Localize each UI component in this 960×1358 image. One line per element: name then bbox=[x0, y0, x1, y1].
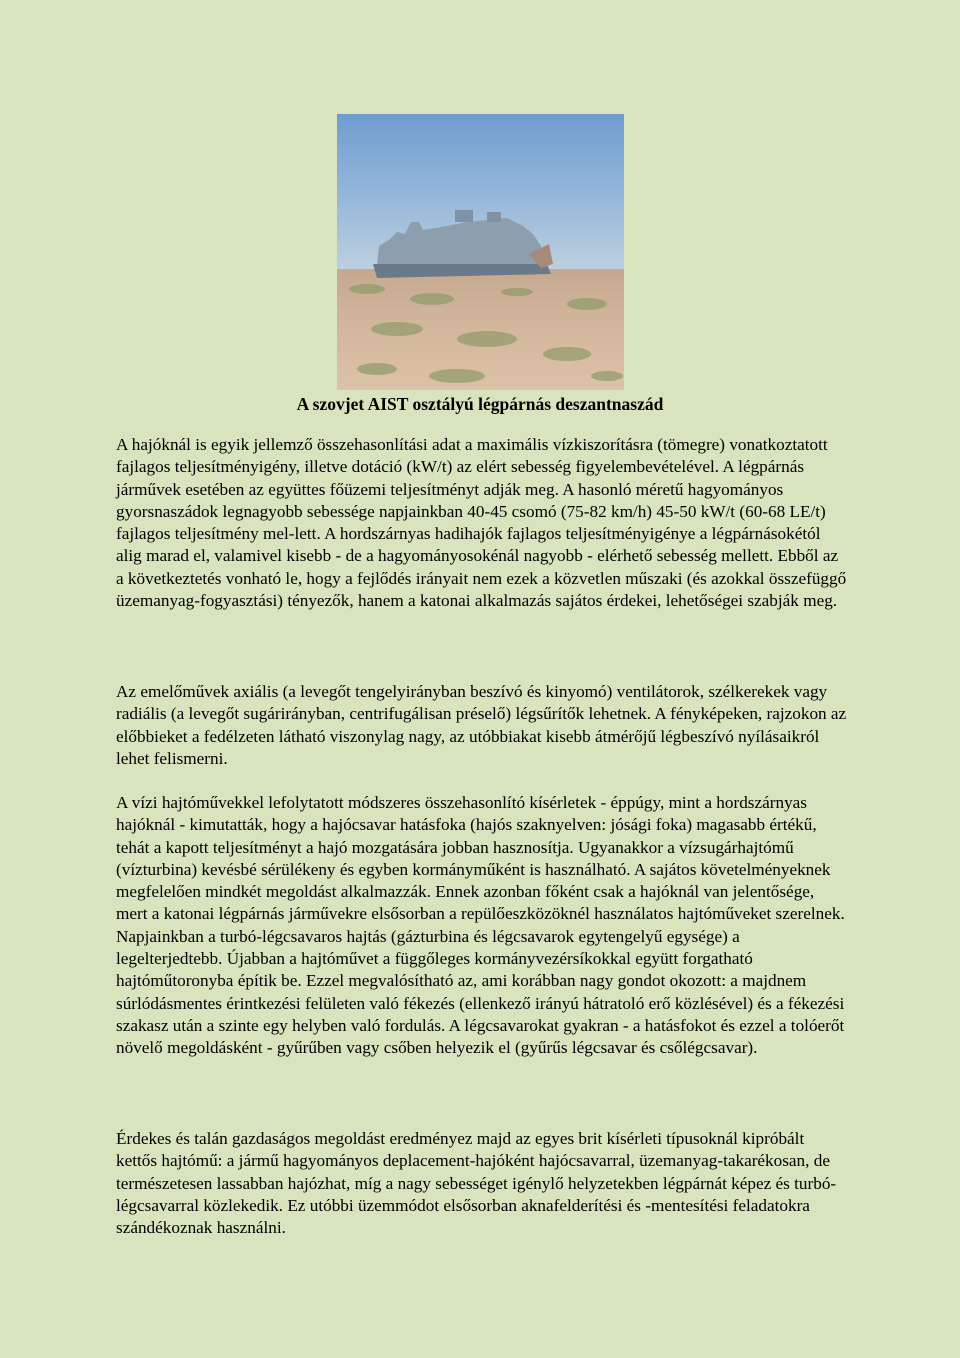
paragraph-2: Az emelőművek axiális (a levegőt tengelyirányban beszívó és kinyomó) ventilátorok, szélkerekek vagy radiális (a levegőt sugárirányban, centrifugálisan préselő) légsűrítők lehetnek. A fényképeken, rajzokon az előbbieket a fedélzeten látható viszonylag nagy, az utóbbiakat kisebb átmérőjű légbeszívó nyílásaikról lehet felismerni. bbox=[116, 682, 847, 768]
paragraph-4: Érdekes és talán gazdaságos megoldást eredményez majd az egyes brit kísérleti típusoknál kipróbált kettős hajtómű: a jármű hagyományos deplacement-hajóként hajócsavarral, üzemanyag-takarékosan, de természetesen lassabban hajózhat, míg a nagy sebességet igénylő helyzetekben légpárnát képez és turbó-légcsavarral közlekedik. Ez utóbbi üzemmódot elsősorban aknafelderítési és -mentesítési feladatokra szándékoznak használni. bbox=[116, 1129, 837, 1238]
paragraph-1: A hajóknál is egyik jellemző összehasonlítási adat a maximális vízkiszorításra (tömegre) vonatkoztatott fajlagos teljesítményigény, illetve dotáció (kW/t) az elért sebesség figyelembevételével. A légpárnás járművek esetében az együttes főüzemi teljesítményt adják meg. A hasonló méretű hagyományos gyorsnaszádok legnagyobb sebessége napjainkban 40-45 csomó (75-82 km/h) 45-50 kW/t (60-68 LE/t) fajlagos teljesítmény mel-lett. A hordszárnyas hadihajók fajlagos teljesítményigénye a légpárnásokétól alig marad el, valamivel kisebb - de a hagyományosokénál nagyobb - elérhető sebesség mellett. Ebből az a következtetés vonható le, hogy a fejlődés irányait nem ezek a közvetlen műszaki (és azokkal összefüggő üzemanyag-fogyasztási) tényezők, hanem a katonai alkalmazás sajátos érdekei, lehetőségei szabják meg. bbox=[116, 435, 847, 611]
hovercraft-photo-illustration bbox=[337, 114, 624, 390]
paragraph-3: A vízi hajtóművekkel lefolytatott módszeres összehasonlító kísérletek - éppúgy, mint a hordszárnyas hajóknál - kimutatták, hogy a hajócsavar hatásfoka (hajós szaknyelven: jósági foka) magasabb értékű, tehát a kapott teljesítményt a hajó mozgatására jobban hasznosítja. Ugyanakkor a vízsugárhajtómű (vízturbina) kevésbé sérülékeny és egyben kormányműként is használható. A sajátos követelményeknek megfelelően mindkét megoldást alkalmazzák. Ennek azonban főként csak a hajóknál van jelentősége, mert a katonai légpárnás járművekre elsősorban a repülőeszközöknél használatos hajtóműveket szerelnek. Napjainkban a turbó-légcsavaros hajtás (gázturbina és légcsavarok egytengelyű egysége) a legelterjedtebb. Újabban a hajtóművet a függőleges kormányvezérsíkokkal együtt forgatható hajtóműtoronyba építik be. Ezzel megvalósítható az, ami korábban nagy gondot okozott: a majdnem súrlódásmentes érintkezési felületen való fékezés (ellenkező irányú hátratoló erő közlésével) és a fékezési szakasz után a szinte egy helyben való fordulás. A légcsavarokat gyakran - a hatásfokot és ezzel a tolóerőt növelő megoldásként - gyűrűben vagy csőben helyezik el (gyűrűs légcsavar és csőlégcsavar). bbox=[116, 793, 845, 1058]
hovercraft-photo bbox=[337, 114, 624, 390]
page-title: A szovjet AIST osztályú légpárnás deszantnaszád bbox=[296, 394, 664, 414]
